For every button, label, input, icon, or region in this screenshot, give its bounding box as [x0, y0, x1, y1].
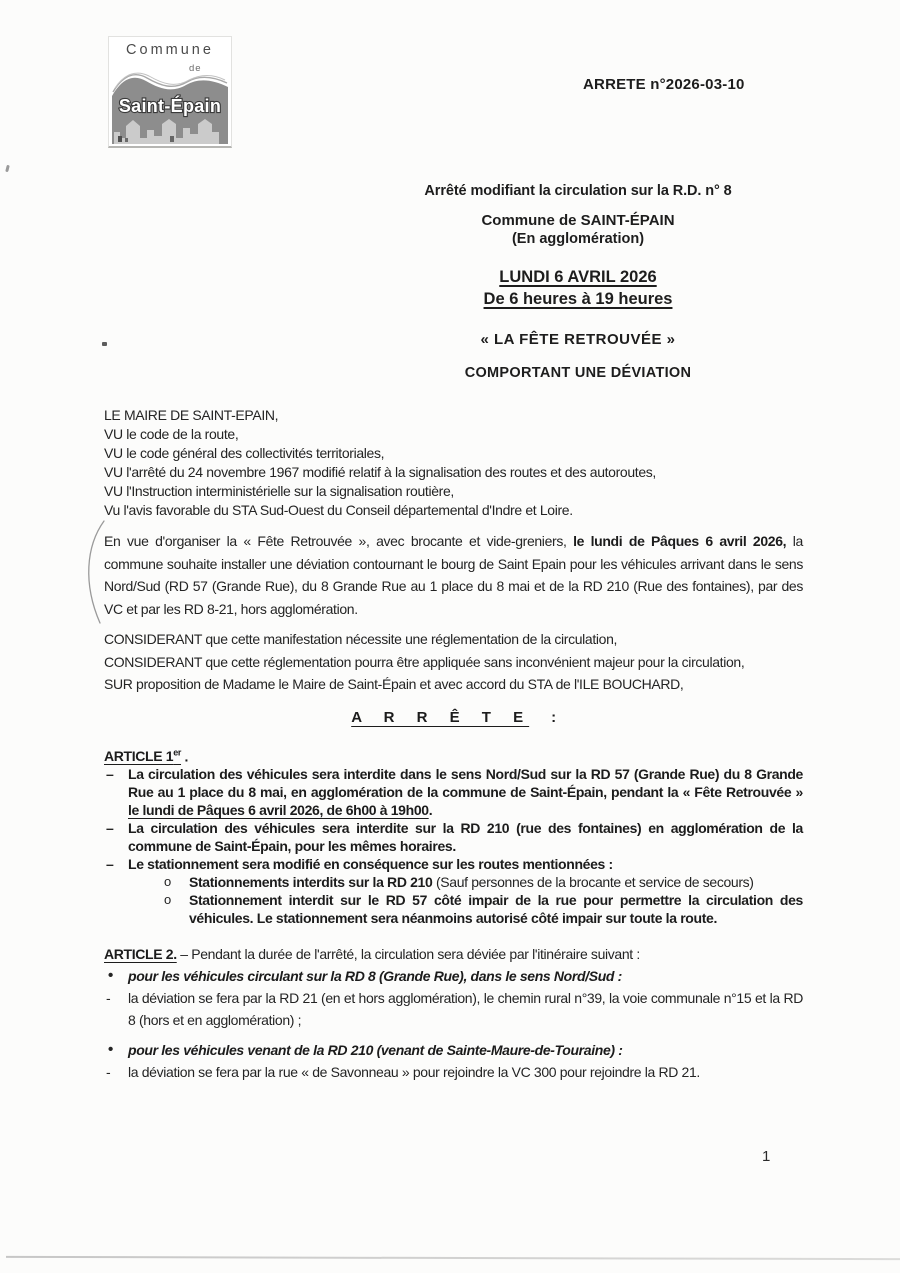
article-1-sup: er [173, 747, 182, 758]
dash-marker: – [106, 766, 114, 783]
item-text: Stationnement interdit sur le RD 57 côté impair de la rue pour permettre la circulation des véhicules. Le stationnement sera néanmoins autorisé côté impair sur toute la route. [189, 892, 803, 927]
vu-item: VU l'arrêté du 24 novembre 1967 modifié relatif à la signalisation des routes et des autoroutes, [104, 464, 656, 480]
dash-marker: - [106, 1064, 111, 1081]
route-detail-item [104, 987, 803, 1031]
title-subtitle-line: COMPORTANT UNE DÉVIATION [464, 365, 692, 381]
article-2-intro: – Pendant la durée de l'arrêté, la circulation sera déviée par l'itinéraire suivant : [176, 946, 640, 963]
item-underlined-date: le lundi de Pâques 6 avril 2026, de 6h00 à 19h00 [128, 802, 429, 819]
page-number: 1 [762, 1148, 771, 1165]
logo-name-text: Saint-Épain [118, 96, 222, 116]
considerant-item: CONSIDERANT que cette réglementation pourra être appliquée sans inconvénient majeur pour la circulation, [104, 653, 745, 670]
vu-item: VU le code de la route, [104, 426, 239, 442]
list-item [104, 765, 803, 819]
route-heading-item [104, 1039, 803, 1061]
dash-marker: – [106, 820, 114, 837]
article-2-block [104, 943, 803, 1083]
handwritten-bracket-mark [78, 518, 110, 626]
arrete-heading-word: A R R Ê T E [351, 708, 530, 726]
document-body [104, 406, 803, 1083]
arrete-heading-colon: : [551, 708, 556, 726]
vu-item: Vu l'avis favorable du STA Sud-Ouest du Conseil départemental d'Indre et Loire. [104, 502, 573, 518]
sub-list-item [104, 873, 803, 891]
item-text: Stationnements interdits sur la RD 210 [189, 874, 436, 891]
vu-item: VU l'Instruction interministérielle sur la signalisation routière, [104, 483, 454, 499]
arrete-number: ARRETE n°2026-03-10 [583, 76, 745, 93]
item-text: La circulation des véhicules sera interdite sur la RD 210 (rue des fontaines) en agglomération de la commune de Saint-Épain, pour les mêmes horaires. [128, 820, 803, 855]
scan-speck [102, 342, 107, 346]
dash-marker: – [106, 856, 114, 873]
route-heading-item [104, 965, 803, 987]
arrete-heading [104, 706, 803, 730]
considerant-block [104, 628, 803, 696]
item-text: Le stationnement sera modifié en conséquence sur les routes mentionnées : [128, 856, 613, 873]
scan-speck [5, 165, 10, 173]
item-text: (Sauf personnes de la brocante et service de secours) [435, 874, 754, 891]
item-text: . [428, 802, 433, 819]
title-block [253, 183, 900, 381]
route-detail-item [104, 1061, 803, 1083]
route-heading-text: pour les véhicules venant de la RD 210 (venant de Sainte-Maure-de-Touraine) : [128, 1042, 623, 1059]
list-item [104, 855, 803, 873]
title-event-line: « LA FÊTE RETROUVÉE » [480, 331, 676, 348]
bullet-marker: • [108, 1041, 113, 1059]
vu-item: VU le code général des collectivités territoriales, [104, 445, 385, 461]
route-heading-text: pour les véhicules circulant sur la RD 8 (Grande Rue), dans le sens Nord/Sud : [128, 968, 622, 985]
context-bold-date: le lundi de Pâques 6 avril 2026, [573, 533, 787, 549]
preamble-opening: LE MAIRE DE SAINT-EPAIN, [104, 407, 279, 423]
article-1-heading [104, 744, 803, 766]
sub-list-item [104, 891, 803, 927]
context-paragraph [104, 530, 803, 620]
logo-commune-text: Commune [126, 42, 214, 58]
title-line-2: Commune de SAINT-ÉPAIN [481, 212, 675, 229]
village-silhouette-icon [109, 70, 231, 146]
considerant-item: SUR proposition de Madame le Maire de Saint-Épain et avec accord du STA de l'ILE BOUCHARD, [104, 676, 684, 692]
scan-edge-line [6, 1256, 900, 1260]
route-detail-text: la déviation se fera par la RD 21 (en et hors agglomération), le chemin rural n°39, la voie communale n°15 et la RD 8 (hors et en agglomération) ; [128, 990, 803, 1029]
title-line-1: Arrêté modifiant la circulation sur la R.D. n° 8 [424, 183, 732, 199]
circle-marker: o [164, 874, 171, 890]
title-date-line-2: De 6 heures à 19 heures [483, 290, 673, 308]
title-date-line-1: LUNDI 6 AVRIL 2026 [499, 268, 657, 286]
dash-marker: - [106, 990, 111, 1007]
article-2-heading [104, 943, 803, 965]
article-2-label: ARTICLE 2. [104, 946, 177, 963]
considerant-item: CONSIDERANT que cette manifestation nécessite une réglementation de la circulation, [104, 631, 618, 647]
context-text: la commune souhaite installer une déviation contournant le bourg de Saint Epain pour les véhicules arrivant dans le sens Nord/Sud (RD 57 (Grande Rue), du 8 Grande Rue au 1 place du 8 mai et de la RD 210 (Rue des fontaines), par des VC et par les RD 8-21, hors agglomération. [104, 533, 803, 617]
article-1-list [104, 765, 803, 927]
title-line-3: (En agglomération) [511, 231, 645, 247]
logo-de-text: de [189, 63, 202, 74]
circle-marker: o [164, 892, 171, 908]
route-detail-text: la déviation se fera par la rue « de Savonneau » pour rejoindre la VC 300 pour rejoindre la RD 21. [128, 1064, 700, 1081]
item-text: La circulation des véhicules sera interdite dans le sens Nord/Sud sur la RD 57 (Grande Rue) du 8 Grande Rue au 1 place du 8 mai, en agglomération de la commune de Saint-Épain, pendant la « Fête Retrouvée » [128, 766, 803, 801]
list-item [104, 819, 803, 855]
context-text: En vue d'organiser la « Fête Retrouvée », avec brocante et vide-greniers, [104, 533, 574, 549]
article-1-tail: . [181, 748, 189, 765]
bullet-marker: • [108, 967, 113, 985]
commune-logo [108, 36, 232, 148]
article-1-label: ARTICLE 1 [104, 748, 174, 765]
